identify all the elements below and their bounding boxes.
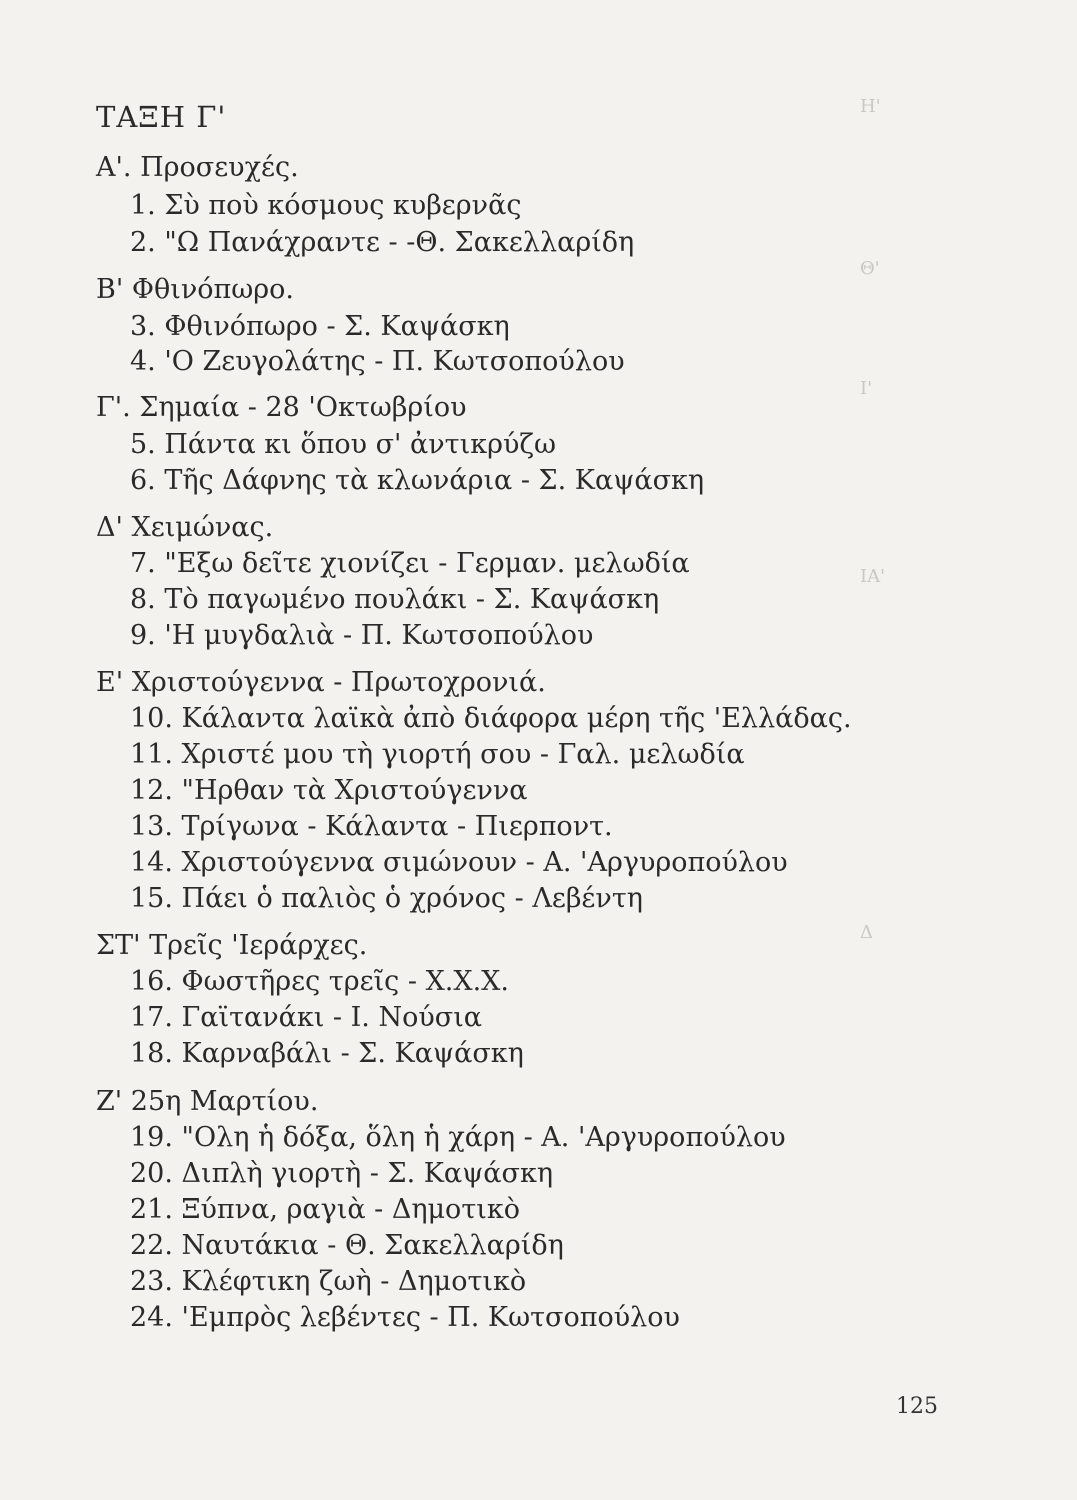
list-item: 6. Τῆς Δάφνης τὰ κλωνάρια - Σ. Καψάσκη: [130, 465, 705, 496]
section-heading: ΣΤ' Τρεῖς 'Ιεράρχες.: [96, 930, 368, 961]
list-item: 24. 'Εμπρὸς λεβέντες - Π. Κωτσοπούλου: [130, 1302, 680, 1333]
list-item: 22. Ναυτάκια - Θ. Σακελλαρίδη: [130, 1230, 564, 1261]
page-number: 125: [896, 1394, 938, 1419]
section-heading: Ε' Χριστούγεννα - Πρωτοχρονιά.: [96, 667, 546, 698]
list-item: 19. "Ολη ἡ δόξα, ὅλη ἡ χάρη - Α. 'Αργυροπούλου: [130, 1122, 786, 1153]
list-item: 7. "Εξω δεῖτε χιονίζει - Γερμαν. μελωδία: [130, 548, 690, 579]
list-item: 10. Κάλαντα λαϊκὰ ἀπὸ διάφορα μέρη τῆς 'Ελλάδας.: [130, 703, 852, 734]
show-through-text: Ι': [860, 378, 873, 399]
section-heading: Β' Φθινόπωρο.: [96, 274, 294, 305]
list-item: 5. Πάντα κι ὅπου σ' ἀντικρύζω: [130, 429, 557, 460]
list-item: 14. Χριστούγεννα σιμώνουν - Α. 'Αργυροπούλου: [130, 847, 788, 878]
list-item: 20. Διπλὴ γιορτὴ - Σ. Καψάσκη: [130, 1158, 554, 1189]
list-item: 1. Σὺ ποὺ κόσμους κυβερνᾶς: [130, 190, 522, 221]
list-item: 2. "Ω Πανάχραντε - -Θ. Σακελλαρίδη: [130, 227, 635, 258]
show-through-text: Η': [860, 96, 881, 117]
list-item: 3. Φθινόπωρο - Σ. Καψάσκη: [130, 311, 510, 342]
section-heading: Γ'. Σημαία - 28 'Οκτωβρίου: [96, 392, 467, 423]
list-item: 13. Τρίγωνα - Κάλαντα - Πιερποντ.: [130, 811, 613, 842]
list-item: 23. Κλέφτικη ζωὴ - Δημοτικὸ: [130, 1266, 527, 1297]
show-through-text: ΙΑ': [860, 566, 886, 587]
list-item: 21. Ξύπνα, ραγιὰ - Δημοτικὸ: [130, 1194, 520, 1225]
section-heading: Ζ' 25η Μαρτίου.: [96, 1086, 319, 1117]
list-item: 17. Γαϊτανάκι - Ι. Νούσια: [130, 1002, 483, 1033]
list-item: 18. Καρναβάλι - Σ. Καψάσκη: [130, 1038, 524, 1069]
list-item: 12. "Ηρθαν τὰ Χριστούγεννα: [130, 775, 528, 806]
page-title: ΤΑΞΗ Γ': [96, 100, 227, 134]
show-through-text: Δ: [860, 922, 873, 943]
list-item: 11. Χριστέ μου τὴ γιορτή σου - Γαλ. μελωδία: [130, 739, 745, 770]
section-heading: Α'. Προσευχές.: [96, 152, 299, 183]
list-item: 16. Φωστῆρες τρεῖς - Χ.Χ.Χ.: [130, 966, 509, 997]
section-heading: Δ' Χειμώνας.: [96, 512, 274, 543]
list-item: 4. 'Ο Ζευγολάτης - Π. Κωτσοπούλου: [130, 346, 625, 377]
list-item: 8. Τὸ παγωμένο πουλάκι - Σ. Καψάσκη: [130, 584, 660, 615]
show-through-text: Θ': [860, 258, 880, 279]
list-item: 9. 'Η μυγδαλιὰ - Π. Κωτσοπούλου: [130, 620, 594, 651]
list-item: 15. Πάει ὁ παλιὸς ὁ χρόνος - Λεβέντη: [130, 883, 643, 914]
